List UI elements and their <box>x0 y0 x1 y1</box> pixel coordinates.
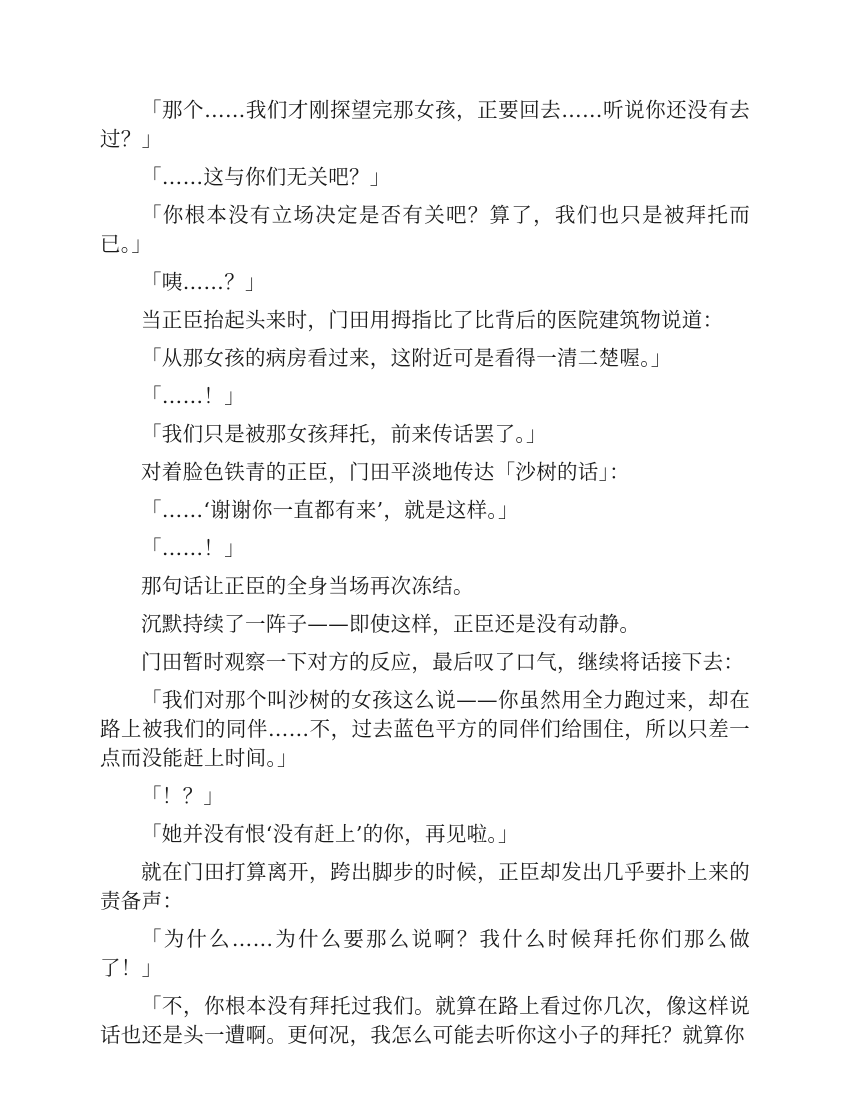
paragraph-12: 那句话让正臣的全身当场再次冻结。 <box>141 574 474 598</box>
paragraph-8: 「我们只是被那女孩拜托，前来传话罢了。」 <box>141 422 547 446</box>
paragraph-17: 「她并没有恨‘没有赶上’的你，再见啦。」 <box>141 822 519 846</box>
paragraph-9: 对着脸色铁青的正臣，门田平淡地传达「沙树的话」： <box>141 460 630 484</box>
paragraph-19: 「为什么……为什么要那么说啊？我什么时候拜托你们那么做了！」 <box>100 927 750 980</box>
paragraph-10: 「……‘谢谢你一直都有来’，就是这样。」 <box>141 498 519 522</box>
paragraph-4: 「咦……？」 <box>141 270 266 294</box>
paragraph-16: 「！？」 <box>141 784 225 808</box>
paragraph-5: 当正臣抬起头来时，门田用拇指比了比背后的医院建筑物说道： <box>141 308 724 332</box>
paragraph-2: 「……这与你们无关吧？」 <box>141 165 391 189</box>
paragraph-11: 「……！」 <box>141 536 245 560</box>
paragraph-7: 「……！」 <box>141 384 245 408</box>
paragraph-6: 「从那女孩的病房看过来，这附近可是看得一清二楚喔。」 <box>141 346 672 370</box>
paragraph-3: 「你根本没有立场决定是否有关吧？算了，我们也只是被拜托而已。」 <box>100 203 750 256</box>
paragraph-1: 「那个……我们才刚探望完那女孩，正要回去……听说你还没有去过？」 <box>100 98 750 151</box>
paragraph-20: 「不，你根本没有拜托过我们。就算在路上看过你几次，像这样说话也还是头一遭啊。更何况，我怎么可能去听你这小子的拜托？就算你 <box>100 994 750 1047</box>
paragraph-14: 门田暂时观察一下对方的反应，最后叹了口气，继续将话接下去： <box>141 650 745 674</box>
paragraph-18: 就在门田打算离开，跨出脚步的时候，正臣却发出几乎要扑上来的责备声： <box>100 860 750 913</box>
paragraph-15: 「我们对那个叫沙树的女孩这么说——你虽然用全力跑过来，却在路上被我们的同伴……不，过去蓝色平方的同伴们给围住，所以只差一点而没能赶上时间。」 <box>100 688 750 770</box>
paragraph-13: 沉默持续了一阵子——即使这样，正臣还是没有动静。 <box>141 612 641 636</box>
document-body <box>100 96 750 1059</box>
